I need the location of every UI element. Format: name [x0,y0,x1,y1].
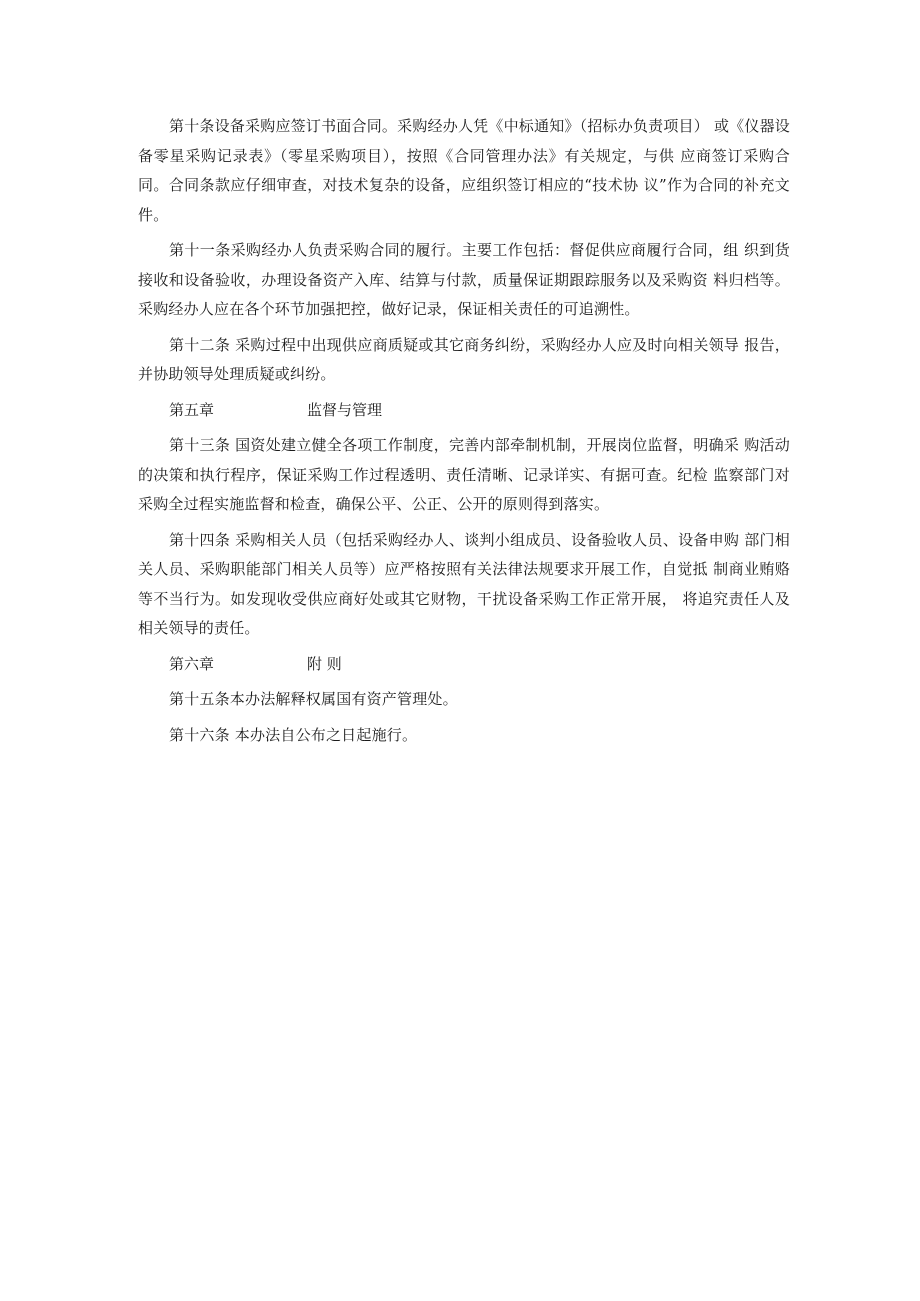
article-16: 第十六条 本办法自公布之日起施行。 [169,725,418,744]
chapter-5-heading [138,396,790,426]
chapter-6-heading [138,650,790,680]
article-14: 第十四条 采购相关人员（包括采购经办人、谈判小组成员、设备验收人员、设备申购 部门相关人员、采购职能部门相关人员等）应严格按照有关法律法规要求开展工作，自觉抵 制商业贿赂等不当行为。如发现收受供应商好处或其它财物，干扰设备采购工作正常开展， 将追究责任人及相关领导的责任。 [138,530,790,637]
article-11: 第十一条采购经办人负责采购合同的履行。主要工作包括：督促供应商履行合同，组 织到货接收和设备验收，办理设备资产入库、结算与付款，质量保证期跟踪服务以及采购资 料归档等。采购经办人应在各个环节加强把控，做好记录，保证相关责任的可追溯性。 [138,241,790,318]
article-13: 第十三条 国资处建立健全各项工作制度，完善内部牵制机制，开展岗位监督，明确采 购活动的决策和执行程序，保证采购工作过程透明、责任清晰、记录详实、有据可查。纪检 监察部门对采购全过程实施监督和检查，确保公平、公正、公开的原则得到落实。 [138,436,790,513]
article-12: 第十二条 采购过程中出现供应商质疑或其它商务纠纷，采购经办人应及时向相关领导 报告，并协助领导处理质疑或纠纷。 [138,335,790,383]
chapter-5-number: 第五章 [169,400,215,419]
chapter-5-title: 监督与管理 [307,400,383,419]
chapter-6-number: 第六章 [169,654,215,673]
article-10: 第十条设备采购应签订书面合同。采购经办人凭《中标通知》（招标办负责项目） 或《仪器设备零星采购记录表》（零星采购项目），按照《合同管理办法》有关规定，与供 应商签订采购合同。合同条款应仔细审查，对技术复杂的设备，应组织签订相应的“技术协 议”作为合同的补充文件。 [138,117,790,224]
article-15: 第十五条本办法解释权属国有资产管理处。 [169,690,458,708]
chapter-6-title: 附 则 [307,654,342,673]
document-body [138,112,790,756]
